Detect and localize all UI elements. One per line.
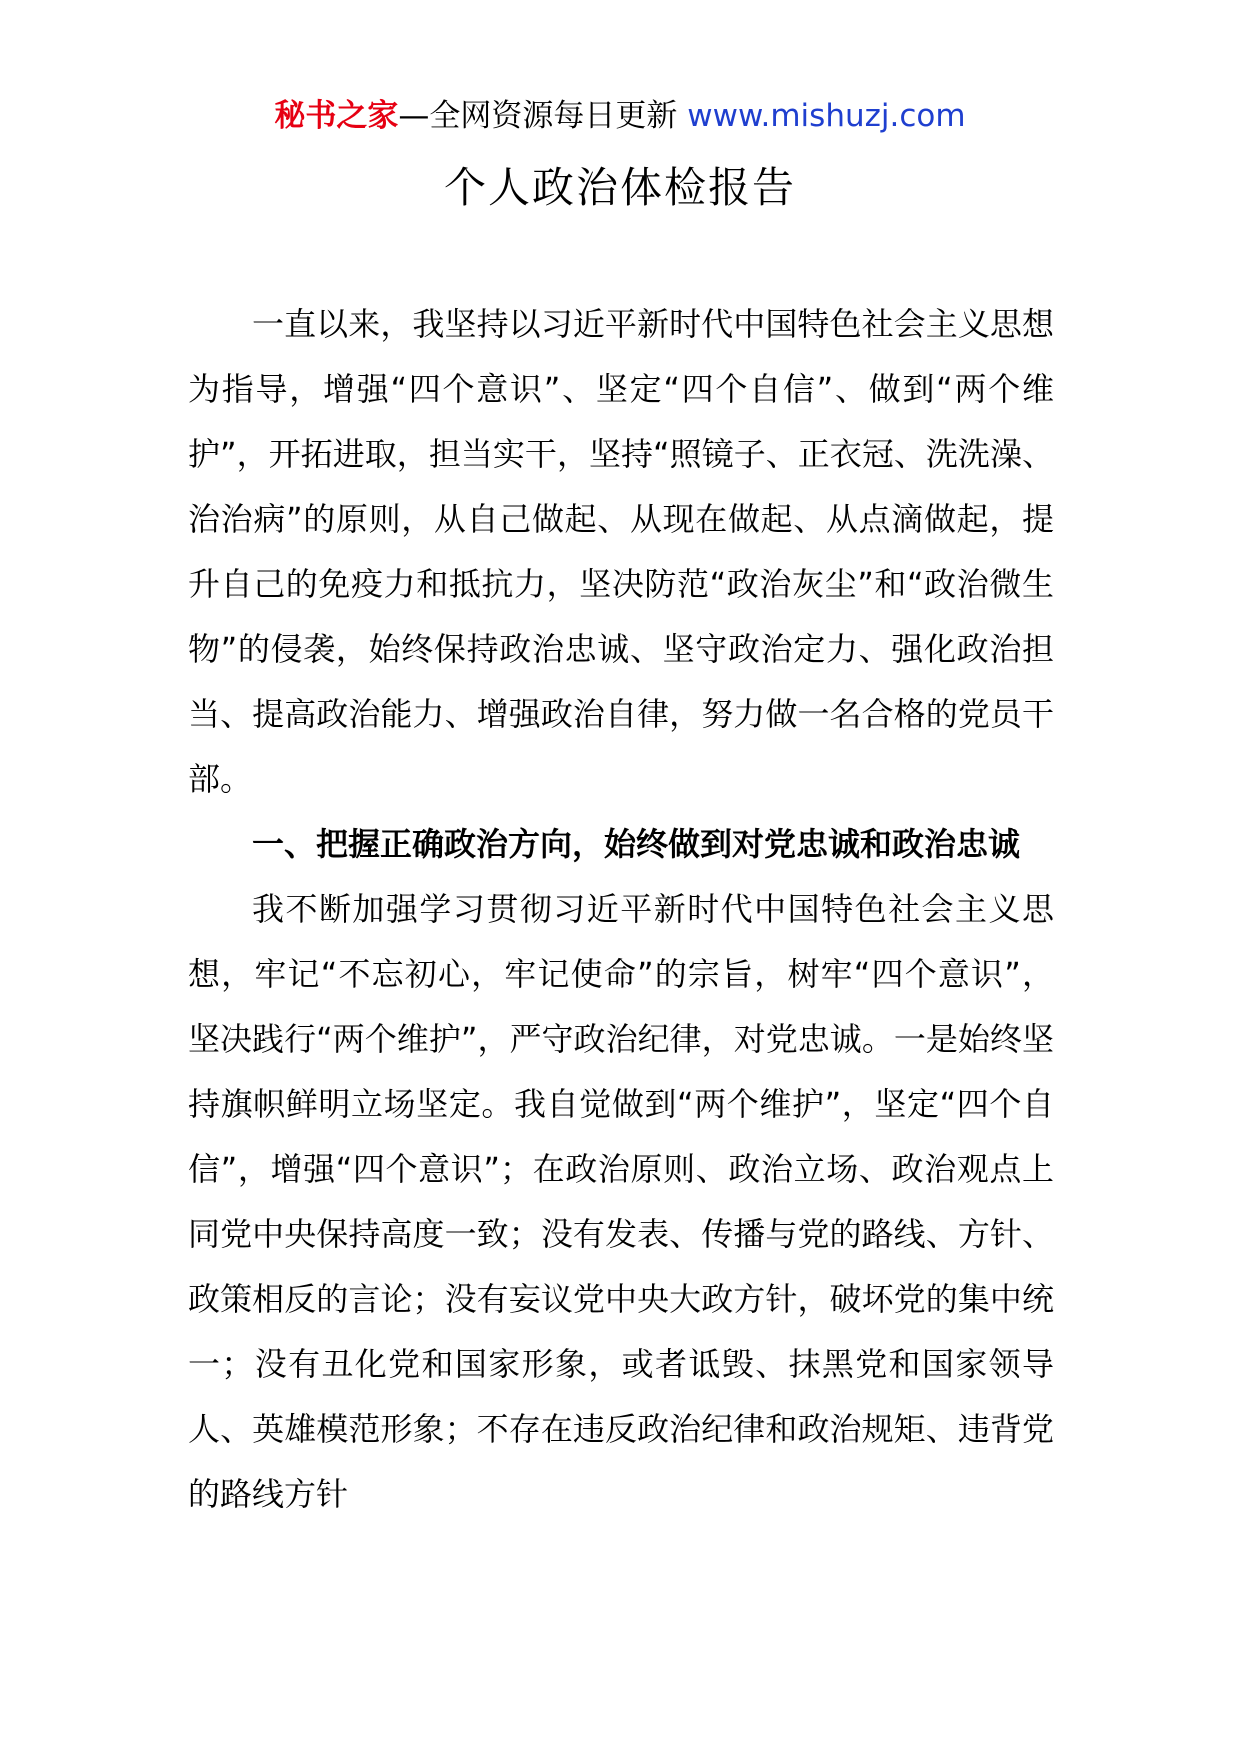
document-body [188,292,1054,1527]
site-url-link[interactable]: www.mishuzj.com [687,98,966,134]
section-1-paragraph: 我不断加强学习贯彻习近平新时代中国特色社会主义思想，牢记“不忘初心，牢记使命”的宗旨，树牢“四个意识”，坚决践行“两个维护”，严守政治纪律，对党忠诚。一是始终坚持旗帜鲜明立场坚定。我自觉做到“两个维护”，坚定“四个自信”，增强“四个意识”；在政治原则、政治立场、政治观点上同党中央保持高度一致；没有发表、传播与党的路线、方针、政策相反的言论；没有妄议党中央大政方针，破坏党的集中统一；没有丑化党和国家形象，或者诋毁、抹黑党和国家领导人、英雄模范形象；不存在违反政治纪律和政治规矩、违背党的路线方针 [188,890,1054,1513]
site-header [0,96,1240,136]
site-slogan: —全网资源每日更新 [398,98,678,134]
document-title: 个人政治体检报告 [443,163,796,212]
intro-paragraph: 一直以来，我坚持以习近平新时代中国特色社会主义思想为指导，增强“四个意识”、坚定“四个自信”、做到“两个维护”，开拓进取，担当实干，坚持“照镜子、正衣冠、洗洗澡、治治病”的原则，从自己做起、从现在做起、从点滴做起，提升自己的免疫力和抵抗力，坚决防范“政治灰尘”和“政治微生物”的侵袭，始终保持政治忠诚、坚守政治定力、强化政治担当、提高政治能力、增强政治自律，努力做一名合格的党员干部。 [188,305,1054,798]
site-brand: 秘书之家 [274,98,399,134]
section-heading-1: 一、把握正确政治方向，始终做到对党忠诚和政治忠诚 [252,825,1021,863]
